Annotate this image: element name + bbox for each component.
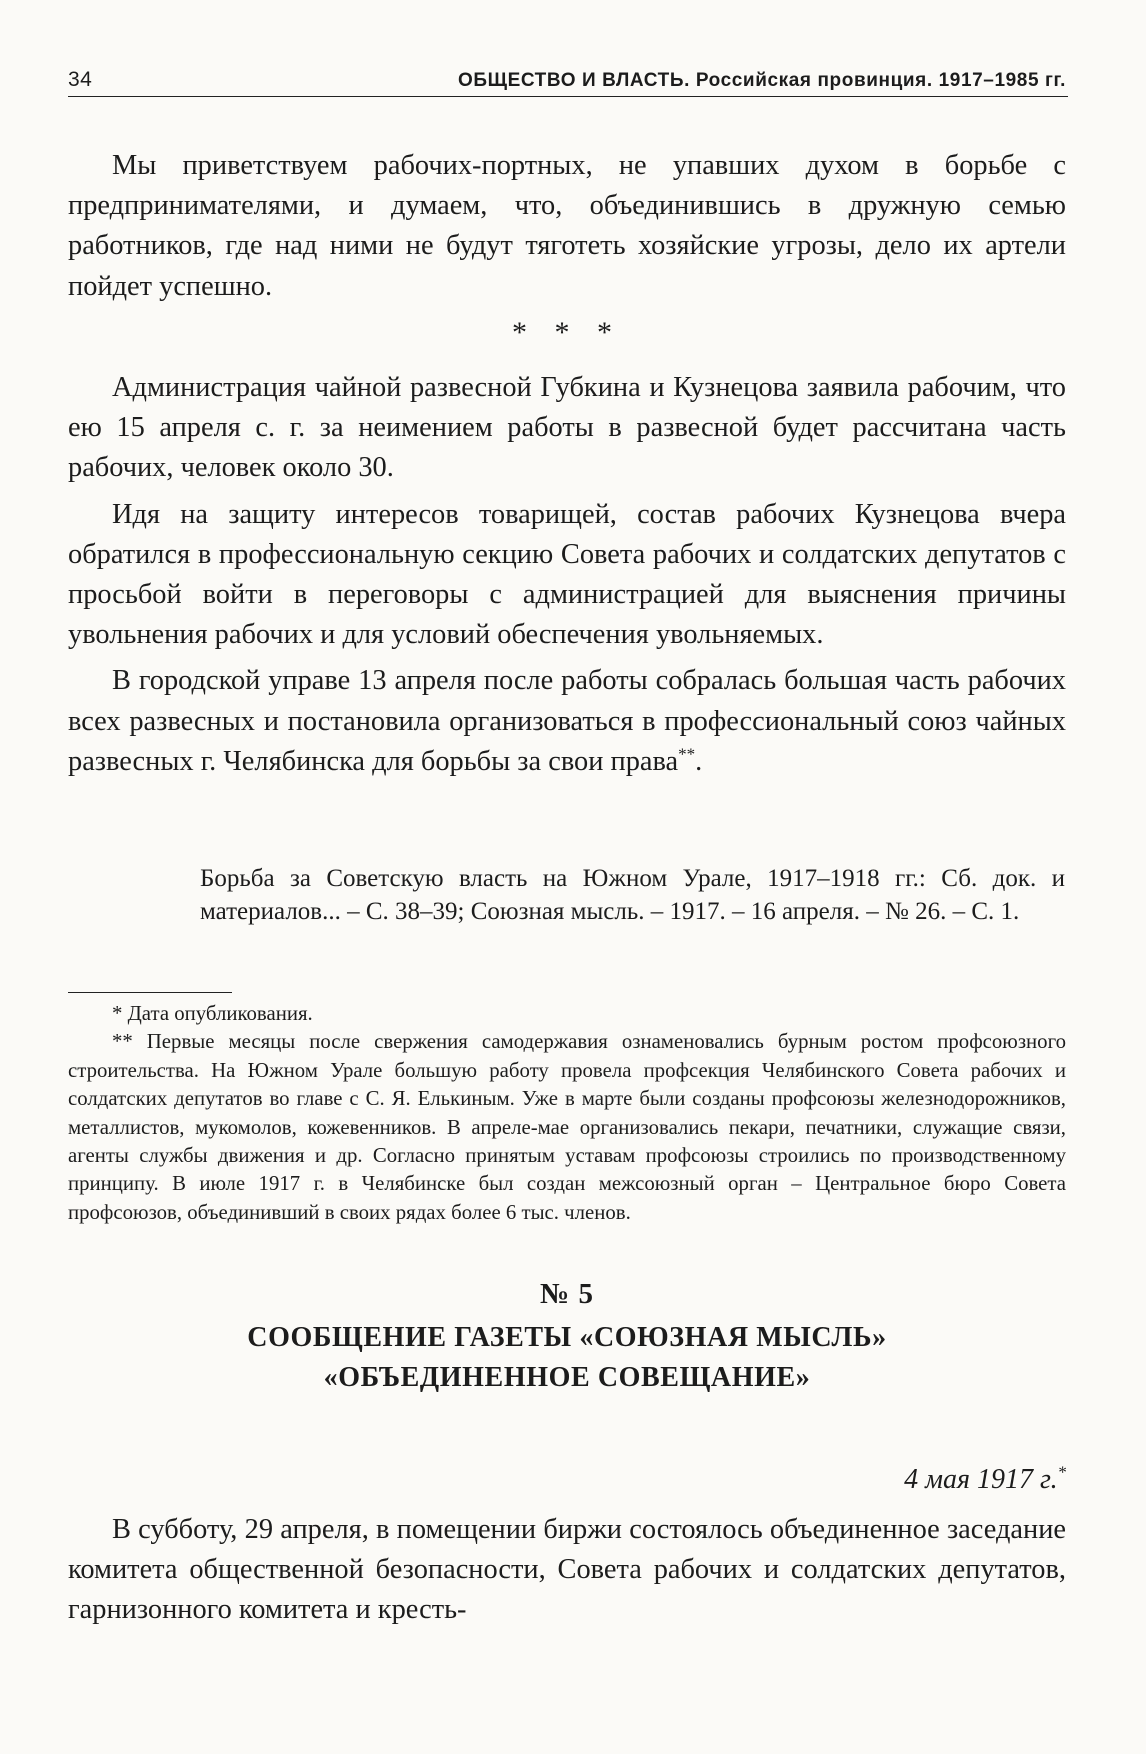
document-body [68, 1510, 1066, 1631]
paragraph-workers-appeal: Идя на защиту интересов товарищей, состав рабочих Кузнецова вчера обратился в профессиональную секцию Совета рабочих и солдатских депутатов с просьбой войти в переговоры с администрацией для выяснения причины увольнения рабочих и для условий обеспечения увольняемых. [68, 498, 1066, 651]
section-separator: * * * [512, 316, 622, 349]
paragraph-union-text: В городской управе 13 апреля после работы собралась большая часть рабочих всех развесных и постановила организоваться в профессиональный союз чайных развесных г. Челябинска для борьбы за свои права [68, 665, 1066, 777]
footnote-rule [68, 992, 232, 993]
main-text-block [68, 368, 1066, 782]
footnote-trade-unions: ** Первые месяцы после свержения самодержавия ознаменовались бурным ростом профсоюзного строительства. На Южном Урале большую работу провела профсекция Челябинского Совета рабочих и солдатских депутатов во главе с С. Я. Елькиным. Уже в марте были созданы профсоюзы железнодорожников, металлистов, мукомолов, кожевенников. В апреле-мае организовались пекари, печатники, служащие связи, агенты службы движения и др. Согласно принятым уставам профсоюзы строились по производственному принципу. В июле 1917 г. в Челябинске был создан межсоюзный орган – Центральное бюро Совета профсоюзов, объединивший в своих рядах более 6 тыс. членов. [68, 1030, 1066, 1224]
page-number: 34 [68, 68, 93, 91]
document-number: № 5 [540, 1278, 594, 1310]
document-title [68, 1318, 1066, 1398]
running-title: ОБЩЕСТВО И ВЛАСТЬ. Российская провинция. 1917–1985 гг. [457, 70, 1066, 91]
paragraph-union-founding: В городской управе 13 апреля после работы собралась большая часть рабочих всех развесных и постановила организоваться в профессиональный союз чайных развесных г. Челябинска для борьбы за свои права**. [68, 665, 1066, 777]
document-date-text: 4 мая 1917 г. [904, 1464, 1058, 1495]
intro-paragraph: Мы приветствуем рабочих-портных, не упавших духом в борьбе с предпринимателями, и думаем, что, объединившись в дружную семью работников, где над ними не будут тяготеть хозяйские угрозы, дело их артели пойдет успешно. [68, 150, 1066, 302]
source-reference-text: Борьба за Советскую власть на Южном Урале, 1917–1918 гг.: Сб. док. и материалов... – С. 38–39; Союзная мысль. – 1917. – 16 апреля. – № 26. – С. 1. [200, 865, 1065, 925]
footnote-publication-date: * Дата опубликования. [112, 1002, 313, 1025]
document-title-line-1: СООБЩЕНИЕ ГАЗЕТЫ «СОЮЗНАЯ МЫСЛЬ» [247, 1322, 887, 1353]
document-date [904, 1464, 1066, 1496]
header-rule [68, 96, 1068, 97]
footnote-marker: ** [678, 744, 696, 764]
intro-block [68, 146, 1066, 307]
date-footnote-marker: * [1057, 1462, 1066, 1482]
footnotes [68, 1000, 1066, 1227]
running-header [68, 66, 1068, 100]
source-reference [200, 862, 1065, 928]
paragraph-dismissal: Администрация чайной развесной Губкина и Кузнецова заявила рабочим, что ею 15 апреля с. г. за неимением работы в развесной будет рассчитана часть рабочих, человек около 30. [68, 372, 1066, 484]
document-opening-paragraph: В субботу, 29 апреля, в помещении биржи состоялось объединенное заседание комитета общественной безопасности, Совета рабочих и солдатских депутатов, гарнизонного комитета и кресть- [68, 1514, 1066, 1626]
document-title-line-2: «ОБЪЕДИНЕННОЕ СОВЕЩАНИЕ» [323, 1362, 811, 1393]
